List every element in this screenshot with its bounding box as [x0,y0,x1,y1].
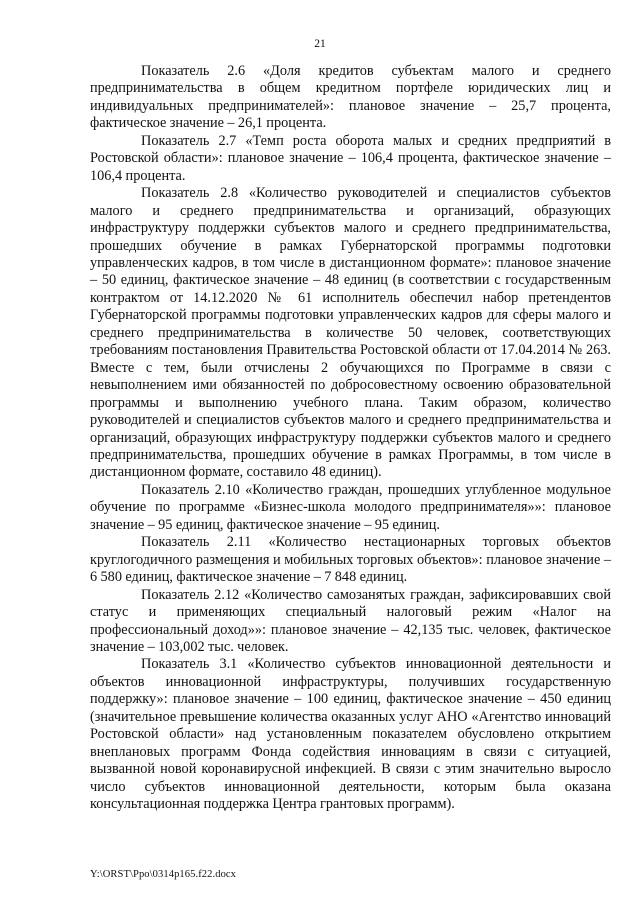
paragraph-indicator-2-8: Показатель 2.8 «Количество руководителей и специалистов субъектов малого и среднего предпринимательства и организаций, образующих инфраструктуру поддержки субъектов малого и среднего предпринимательства, прошедших обучение в рамках Губернаторской программы подготовки управленческих кадров, в том числе в дистанционном формате»: плановое значение – 50 единиц, фактическое значение – 48 единиц (в соответствии с государственным контрактом от 14.12.2020 № 61 исполнитель обеспечил набор претендентов Губернаторской программы подготовки управленческих кадров для сферы малого и среднего предпринимательства в количестве 50 человек, соответствующих требованиям постановления Правительства Ростовской области от 17.04.2014 № 263. Вместе с тем, были отчислены 2 обучающихся по Программе в связи с невыполнением ими обязанностей по добросовестному освоению образовательной программы и выполнению учебного плана. Таким образом, количество руководителей и специалистов субъектов малого и среднего предпринимательства и организаций, образующих инфраструктуру поддержки субъектов малого и среднего предпринимательства, прошедших обучение в рамках Программы, в том числе в дистанционном формате, составило 48 единиц). [90,185,611,481]
paragraph-indicator-2-7: Показатель 2.7 «Темп роста оборота малых и средних предприятий в Ростовской области»: плановое значение – 106,4 процента, фактическое значение – 106,4 процента. [90,132,611,184]
paragraph-indicator-3-1: Показатель 3.1 «Количество субъектов инновационной деятельности и объектов инновационной инфраструктуры, получивших государственную поддержку»: плановое значение – 100 единиц, фактическое значение – 450 единиц (значительное превышение количества оказанных услуг АНО «Агентство инноваций Ростовской области» над установленным показателем обусловлено открытием внеплановых программ Фонда содействия инновациям в связи с ситуацией, вызванной новой коронавирусной инфекцией. В связи с этим значительно выросло число субъектов инновационной деятельности, которым была оказана консультационная поддержка Центра грантовых программ). [90,656,611,813]
page-number: 21 [314,38,326,50]
paragraph-indicator-2-12: Показатель 2.12 «Количество самозанятых граждан, зафиксировавших свой статус и применяющих специальный налоговый режим «Налог на профессиональный доход»»: плановое значение – 42,135 тыс. человек, фактическое значение – 103,002 тыс. человек. [90,586,611,655]
paragraph-indicator-2-11: Показатель 2.11 «Количество нестационарных торговых объектов круглогодичного размещения и мобильных торговых объектов»: плановое значение – 6 580 единиц, фактическое значение – 7 848 единиц. [90,534,611,586]
paragraph-indicator-2-10: Показатель 2.10 «Количество граждан, прошедших углубленное модульное обучение по программе «Бизнес-школа молодого предпринимателя»»: плановое значение – 95 единиц, фактическое значение – 95 единиц. [90,481,611,533]
file-path-footer: Y:\ORST\Ppo\0314p165.f22.docx [90,869,237,880]
document-body [90,63,611,813]
paragraph-indicator-2-6: Показатель 2.6 «Доля кредитов субъектам малого и среднего предпринимательства в общем кредитном портфеле юридических лиц и индивидуальных предпринимателей»: плановое значение – 25,7 процента, фактическое значение – 26,1 процента. [90,63,611,132]
